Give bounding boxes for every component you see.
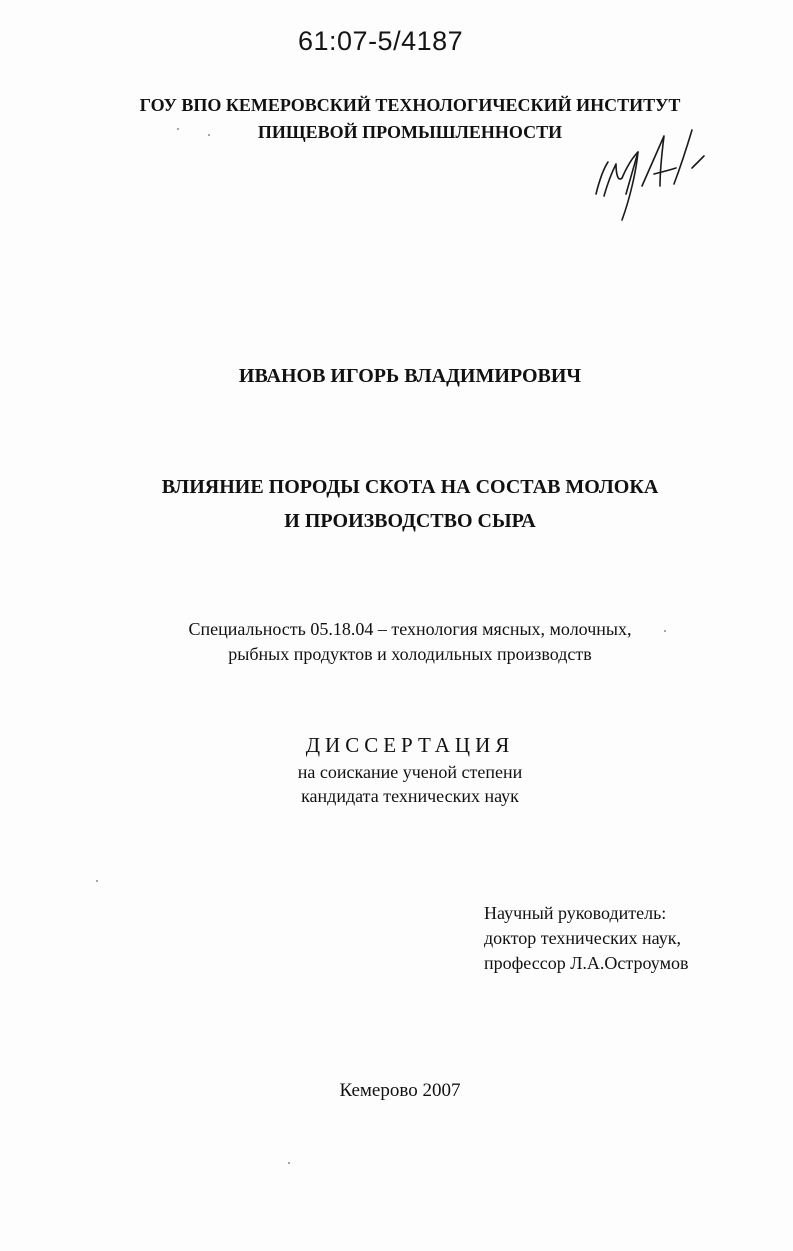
degree-heading: ДИССЕРТАЦИЯ (305, 733, 515, 757)
supervisor-block (484, 901, 688, 976)
speciality-line-2: рыбных продуктов и холодильных производств (228, 644, 592, 664)
speciality-block (90, 617, 730, 667)
thesis-title-line-2: И ПРОИЗВОДСТВО СЫРА (284, 510, 536, 532)
place-and-year: Кемерово 2007 (339, 1080, 461, 1101)
degree-line-1: на соискание ученой степени (297, 762, 523, 782)
speciality-line-1: Специальность 05.18.04 – технология мясных, молочных, (188, 619, 632, 639)
scan-speck (96, 880, 98, 882)
supervisor-line-3: профессор Л.А.Остроумов (484, 953, 689, 973)
author-name: ИВАНОВ ИГОРЬ ВЛАДИМИРОВИЧ (238, 365, 582, 387)
thesis-title (100, 470, 720, 538)
catalog-stamp-code: 61:07-5/4187 (298, 26, 464, 56)
scan-speck (664, 630, 666, 632)
scan-speck (208, 134, 210, 136)
degree-description (100, 760, 720, 808)
supervisor-line-2: доктор технических наук, (484, 928, 681, 948)
institution-line-2: ПИЩЕВОЙ ПРОМЫШЛЕННОСТИ (257, 122, 563, 142)
degree-line-2: кандидата технических наук (301, 786, 519, 806)
scan-speck (177, 128, 179, 130)
handwritten-signature-icon (582, 116, 712, 226)
thesis-title-line-1: ВЛИЯНИЕ ПОРОДЫ СКОТА НА СОСТАВ МОЛОКА (161, 476, 659, 498)
supervisor-line-1: Научный руководитель: (484, 903, 667, 923)
institution-line-1: ГОУ ВПО КЕМЕРОВСКИЙ ТЕХНОЛОГИЧЕСКИЙ ИНСТИТУТ (139, 95, 681, 115)
scan-speck (288, 1162, 290, 1164)
